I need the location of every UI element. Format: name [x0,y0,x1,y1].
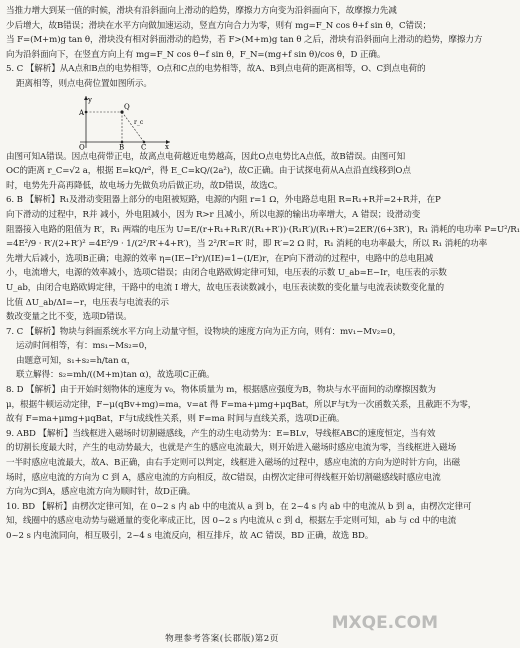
text-line: 0~2 s 内电流同向，相互吸引，2~4 s 电流反向，相互排斥，故 AC 错误，BD 正确，故选 BD。 [6,531,374,541]
figure-row [6,92,438,150]
svg-text:O: O [79,143,85,152]
text-line: 方向为C到A，感应电流方向为顺时针，故D正确。 [6,487,196,498]
text-line: 由图可知A错误。因点电荷带正电，故离点电荷越近电势越高，因此O点电势比A点低，故B错误。由图可知 [6,151,406,162]
svg-text:x: x [165,142,169,151]
text-line: 的切割长度最大时，产生的电动势最大，也就是产生的感应电流最大，则开始进入磁场时感应电流为零，当线框进入磁场 [6,443,457,454]
text-line: 故有 F=ma+μmg+μqBat，F与t成线性关系，则 F=ma 时间与直线关系，选项D正确。 [6,414,345,425]
text-line: 场时，感应电流的方向为 C 到 A，感应电流的方向相反，故C错误，由楞次定律可得线框开始切割磁感线时感应电流 [6,472,441,483]
text-line: OC的距离 r_C=√2 a，根据 E=kQ/r²，得 E_C=kQ/(2a²)，故C正确。由于试探电荷从A点沿直线移到O点 [6,166,411,177]
question-9-header: 9. ABD 【解析】当线框进入磁场时切割磁感线，产生的动生电动势为：E=BLv，导线框ABC的速度恒定，当有效 [6,428,436,439]
text-line: 运动时间相等，有：ms₁−Ms₂=0， [16,341,153,352]
page-footer: 物理参考答案(长郡版)第2页 [165,634,279,644]
answer-page [6,4,520,544]
text-line: 一半时感应电流最大，故A、B正确，由右手定则可以判定，线框进入磁场的过程中，感应电流的方向为逆时针方向，出磁 [6,458,460,469]
text-line: 向为沿斜面向下，在竖直方向上有 mg=F_N cos θ−f sin θ，F_N=(mg+f sin θ)/cos θ，D 正确。 [6,49,386,60]
svg-text:y: y [88,95,92,104]
svg-text:Q: Q [124,102,130,111]
text-line: 当 F=(M+m)g tan θ，滑块没有相对斜面滑动的趋势，若 F>(M+m)g tan θ 之后，滑块有沿斜面向上滑动的趋势，摩擦力方 [6,35,483,46]
text-line: 时，电势先升高再降低，故电场力先做负功后做正功，故D错误，故选C。 [6,180,283,191]
question-8-header: 8. D 【解析】由于开始时刻物体的速度为 v₀，物体质量为 m，根据感应强度为B，物块与水平面间的动摩擦因数为 [6,385,436,396]
svg-text:r_c: r_c [134,118,144,126]
text-line: 比值 ΔU_ab/ΔI=−r，电压表与电流表的示 [6,297,169,308]
text-line: 小，电流增大，电源的效率减小，选项C错误；由闭合电路欧姆定律可知，电压表的示数 U_ab=E−Ir，电压表的示数 [6,268,447,279]
text-line: 先增大后减小，选项B正确；电源的效率 η=(IE−I²r)/(IE)=1−(I/E)r，在P向下滑动的过程中，电路中的总电阻减 [6,253,434,264]
watermark-logo: MXQE.COM [331,613,438,633]
svg-text:B: B [119,143,125,152]
svg-text:A: A [79,108,85,117]
text-line: 当推力增大到某一值的时候，滑块有沿斜面向上滑动的趋势，摩擦力方向变为沿斜面向下，故摩擦力先减 [6,6,397,16]
question-7-header: 7. C 【解析】物块与斜面系统水平方向上动量守恒，设物块的速度方向为正方向，则有：mv₁−Mv₂=0， [6,326,402,337]
text-line: U_ab，由闭合电路欧姆定律，干路中的电流 I 增大，故电压表读数减小，电压表读数的变化量与电流表读数变化量的 [6,282,445,293]
text-line: 数改变量之比不变，选项D错误。 [6,312,132,323]
question-6-header: 6. B 【解析】R₁及滑动变阻器上部分的电阻被短路，电源的内阻 r=1 Ω，外电路总电阻 R=R₁+R并=2+R并，在P [6,195,441,206]
svg-text:C: C [141,143,147,152]
charge-position-figure [66,92,176,150]
text-line: 阻器接入电路的阻值为 R′，R₁ 两端的电压为 U=E/(r+R₁+R₁R′/(R₁+R′))·(R₁R′)/(R₁+R′)=2ER′/(6+3R′)，R₁ 消耗的电功率 P=U²/R₁ [6,224,520,235]
text-line: 知，线圈中的感应电动势与磁通量的变化率成正比，因 0~2 s 内电流从 c 到 d，根据左手定则可知，ab 与 cd 中的电流 [6,516,457,527]
question-5-header: 5. C 【解析】从A点和B点的电势相等，O点和C点的电势相等，故A、B到点电荷的距离相等，O、C到点电荷的 [6,64,426,75]
text-line: 由题意可知，s₁+s₂=h/tan α， [16,355,136,366]
question-10-header: 10. BD 【解析】由楞次定律可知，在 0~2 s 内 ab 中的电流从 a 到 b，在 2~4 s 内 ab 中的电流从 b 到 a，由楞次定律可 [6,501,472,512]
text-line: =4E²/9 · R′/(2+R′)² =4E²/9 · 1/(2²/R′+4+R′)，当 2²/R′=R′ 时，即 R′=2 Ω 时，R₁ 消耗的电功率最大，所以 R₁ 消耗的功率 [6,239,488,250]
text-line: μ，根据牛顿运动定律，F−μ(qBv+mg)=ma，v=at 得 F=ma+μmg+μqBat，所以F与t为一次函数关系，且截距不为零， [6,399,477,410]
text-line: 距离相等，则点电荷位置如图所示。 [16,78,152,89]
text-line: 少后增大，故B错误；滑块在水平方向做加速运动，竖直方向合力为零，则有 mg=F_N cos θ+f sin θ，C错误； [6,20,431,31]
text-line: 联立解得：s₂=mh/((M+m)tan α)，故选项C正确。 [16,370,215,381]
text-line: 向下滑动的过程中，R并 减小，外电阻减小，因为 R>r 且减小，所以电源的输出功率增大，A 错误；设滑动变 [6,209,421,220]
